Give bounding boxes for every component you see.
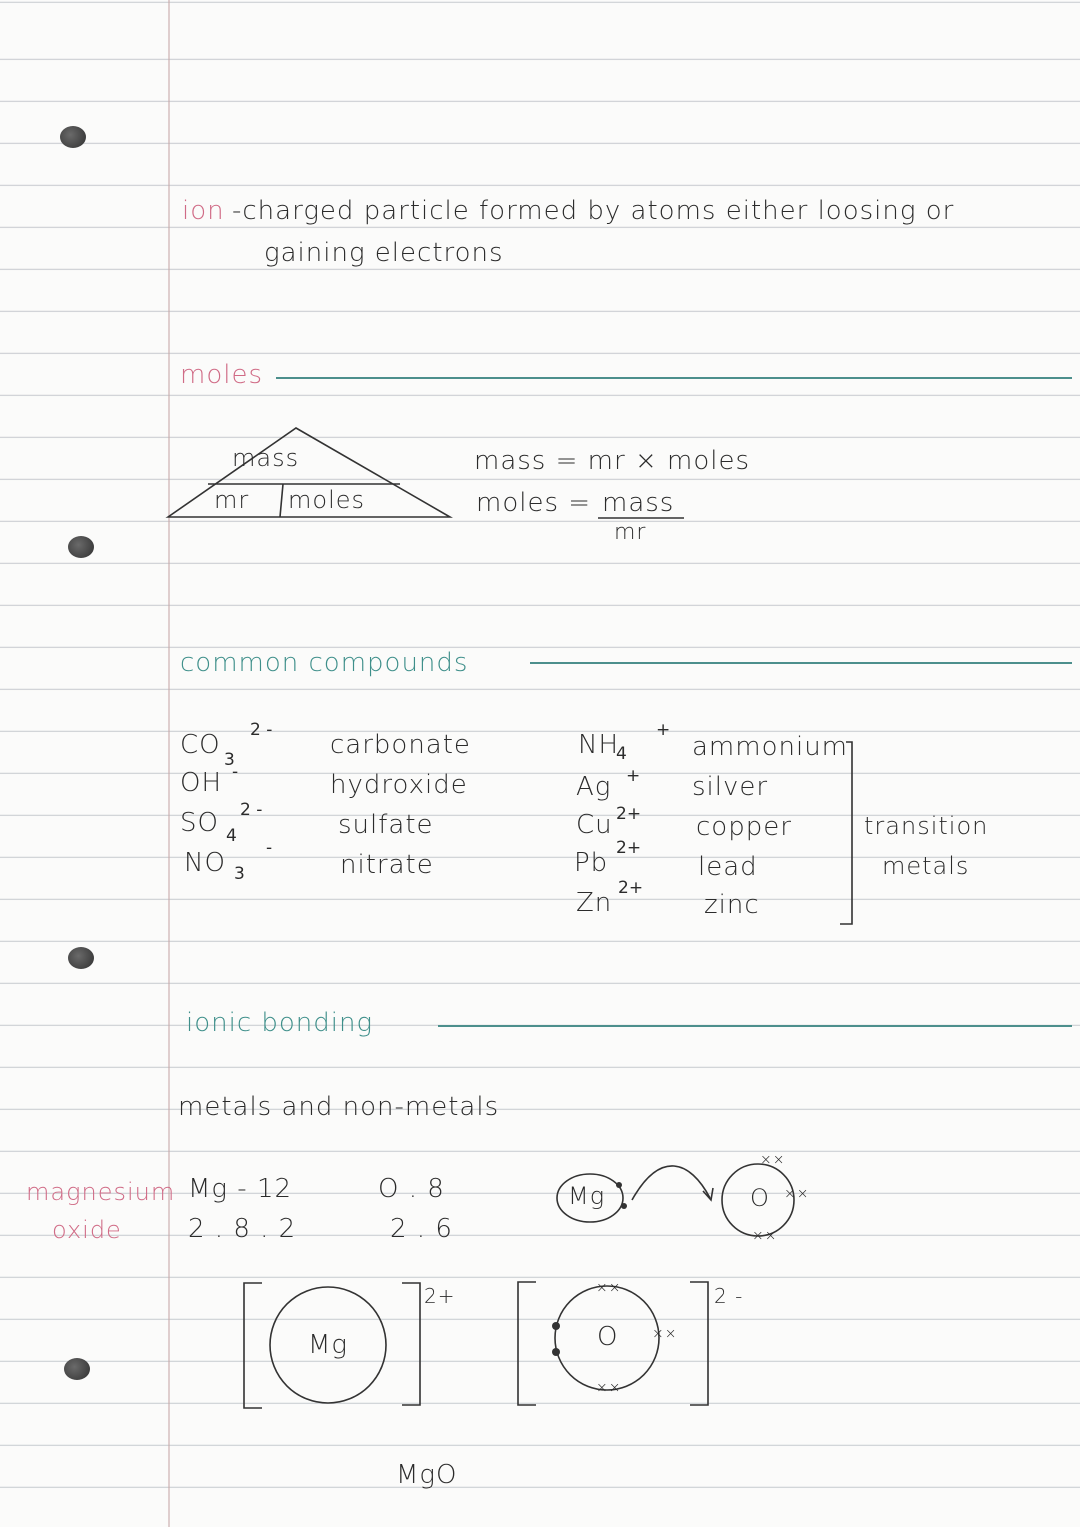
anion-name: carbonate xyxy=(330,730,471,760)
o-ion-electrons: ×× xyxy=(596,1280,622,1296)
metals-label: metals xyxy=(882,852,970,880)
mg-electron xyxy=(621,1203,627,1209)
bracket-right xyxy=(402,1283,420,1405)
anion-formula: SO xyxy=(180,808,219,838)
diagram-o-label: O xyxy=(750,1184,770,1212)
cation-formula: NH xyxy=(578,730,619,760)
mg-configuration: 2 . 8 . 2 xyxy=(188,1214,297,1244)
moles-heading: moles xyxy=(180,360,263,390)
anion-charge: 2 - xyxy=(240,800,263,820)
anion-name: nitrate xyxy=(340,850,434,880)
mg-ion-charge: 2+ xyxy=(424,1284,456,1308)
anion-name: hydroxide xyxy=(330,770,468,800)
example-label: oxide xyxy=(52,1216,122,1244)
cation-formula: Ag xyxy=(576,772,612,802)
heading-rule xyxy=(530,662,1072,664)
cation-subscript: 4 xyxy=(616,744,627,764)
anion-charge: 2 - xyxy=(250,720,273,740)
diagram-mg-label: Mg xyxy=(568,1182,606,1210)
mg-atomic-number: Mg - 12 xyxy=(188,1174,293,1204)
mg-ion-label: Mg xyxy=(308,1330,349,1360)
triangle-mr: mr xyxy=(214,486,250,514)
ion-definition-line1: -charged particle formed by atoms either loosing or xyxy=(232,196,955,226)
transition-label: transition xyxy=(864,812,989,840)
anion-subscript: 3 xyxy=(224,750,235,770)
triangle-moles: moles xyxy=(288,486,365,514)
cation-name: silver xyxy=(692,772,769,802)
cation-name: lead xyxy=(698,852,758,882)
example-label: magnesium xyxy=(26,1178,176,1206)
anion-name: sulfate xyxy=(338,810,434,840)
o-ion-charge: 2 - xyxy=(714,1284,744,1308)
formula-moles-left: moles = xyxy=(476,488,592,518)
cation-charge: 2+ xyxy=(618,878,644,898)
anion-charge: - xyxy=(232,762,239,782)
mg-electron xyxy=(616,1182,622,1188)
cation-name: zinc xyxy=(704,890,760,920)
cation-charge: + xyxy=(656,720,671,740)
anion-charge: - xyxy=(266,838,273,858)
formula-mass: mass = mr × moles xyxy=(474,446,750,476)
o-outer-electrons: ×× xyxy=(760,1152,786,1168)
o-configuration: 2 . 6 xyxy=(390,1214,453,1244)
ion-term: ion xyxy=(182,196,225,226)
formula-moles-numerator: mass xyxy=(602,488,675,518)
product-formula: MgO xyxy=(396,1460,458,1490)
o-ion-electrons: ×× xyxy=(652,1326,678,1342)
formula-moles-denominator: mr xyxy=(614,520,647,545)
triangle-mass: mass xyxy=(232,444,300,472)
transition-bracket xyxy=(840,742,852,924)
ionic-subtitle: metals and non-metals xyxy=(178,1092,500,1122)
o-ion-label: O xyxy=(597,1322,619,1352)
cation-charge: 2+ xyxy=(616,838,642,858)
bracket-left xyxy=(518,1282,536,1405)
transfer-arrow xyxy=(632,1166,710,1200)
cation-name: copper xyxy=(696,812,792,842)
cation-charge: 2+ xyxy=(616,804,642,824)
o-atomic-number: O . 8 xyxy=(378,1174,445,1204)
o-outer-electrons: ×× xyxy=(784,1186,810,1202)
anion-formula: OH xyxy=(180,768,223,798)
cation-name: ammonium xyxy=(692,732,849,762)
anion-subscript: 3 xyxy=(234,864,245,884)
cation-formula: Zn xyxy=(576,888,613,918)
o-ion-electrons: ×× xyxy=(596,1380,622,1396)
cation-charge: + xyxy=(626,766,641,786)
anion-formula: CO xyxy=(180,730,221,760)
heading-rule xyxy=(438,1025,1072,1027)
anion-subscript: 4 xyxy=(226,826,237,846)
compounds-heading: common compounds xyxy=(180,648,469,678)
cation-formula: Pb xyxy=(574,848,609,878)
ion-definition-line2: gaining electrons xyxy=(264,238,504,268)
cation-formula: Cu xyxy=(576,810,613,840)
o-outer-electrons: ×× xyxy=(752,1228,778,1244)
bracket-right xyxy=(690,1282,708,1405)
anion-formula: NO xyxy=(184,848,226,878)
transferred-electron xyxy=(552,1322,560,1330)
transferred-electron xyxy=(552,1348,560,1356)
bracket-left xyxy=(244,1283,262,1408)
ionic-heading: ionic bonding xyxy=(186,1008,374,1038)
